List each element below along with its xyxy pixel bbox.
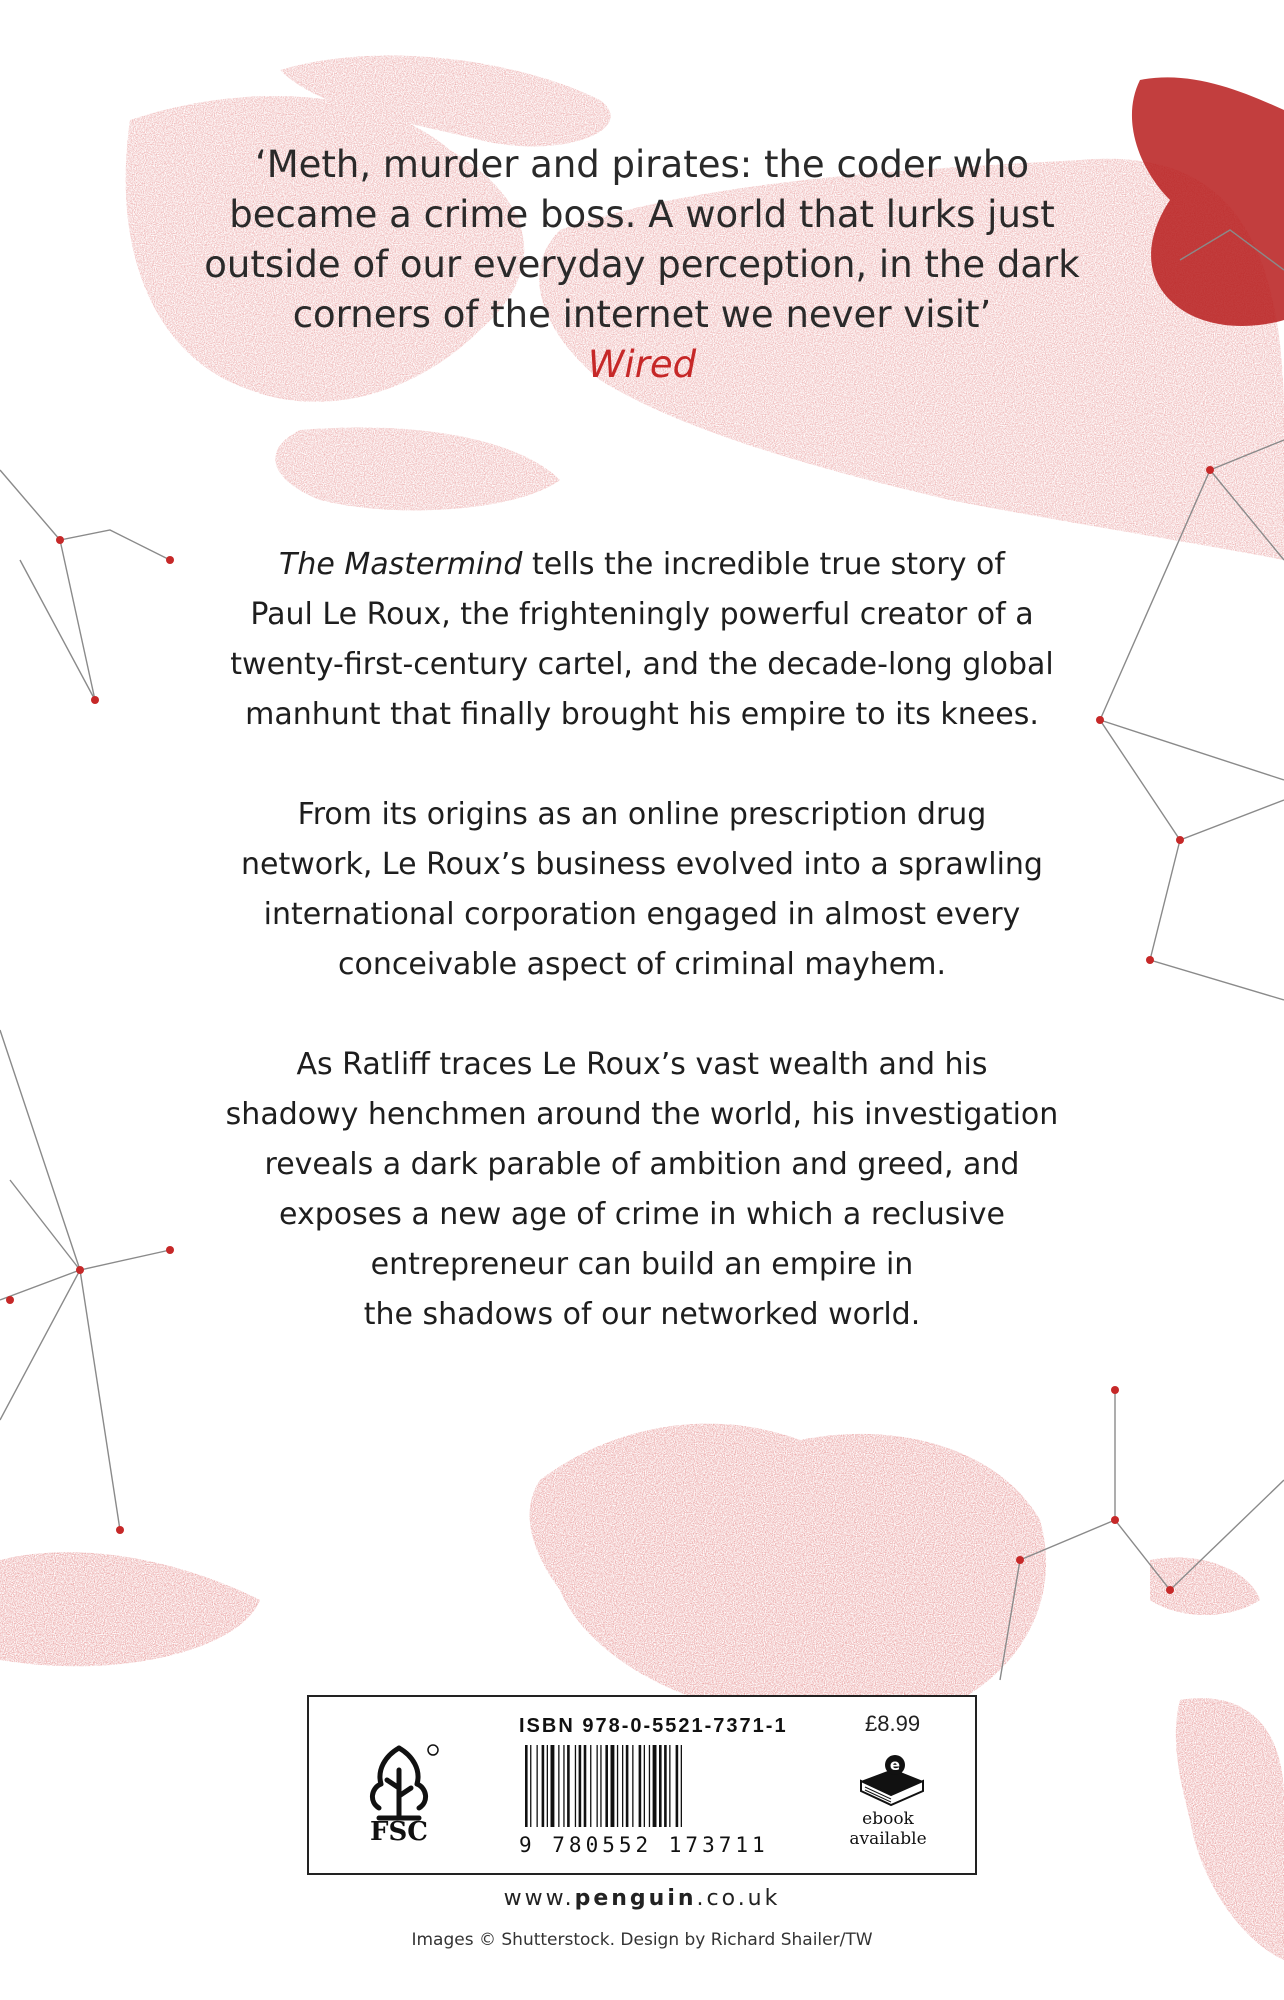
- blurb-line: the shadows of our networked world.: [363, 1297, 921, 1332]
- barcode-bar: [653, 1745, 657, 1827]
- blurb-line-text: tells the incredible true story of: [522, 547, 1005, 582]
- barcode-bar: [597, 1745, 598, 1827]
- barcode-bar: [605, 1745, 608, 1827]
- barcode-bar: [626, 1745, 629, 1827]
- fsc-label: FSC: [370, 1817, 428, 1847]
- barcode-bar: [530, 1745, 531, 1827]
- map-landmass-bottom: [0, 1424, 1284, 1960]
- quote-line: became a crime boss. A world that lurks just: [229, 193, 1055, 236]
- blurb-line: Paul Le Roux, the frighteningly powerful creator of a: [250, 597, 1034, 632]
- blurb-line: twenty-first-century cartel, and the decade-long global: [230, 647, 1054, 682]
- barcode-bar: [563, 1745, 564, 1827]
- barcode-bar: [567, 1745, 570, 1827]
- blurb-line: entrepreneur can build an empire in: [370, 1247, 914, 1282]
- barcode-bar: [579, 1745, 582, 1827]
- ebook-icon: [857, 1751, 927, 1811]
- quote-line: ‘Meth, murder and pirates: the coder who: [254, 143, 1030, 186]
- barcode-bar: [649, 1745, 650, 1827]
- barcode-bar: [681, 1745, 682, 1827]
- publisher-url: [0, 1886, 1284, 1911]
- barcode-bar: [676, 1745, 679, 1827]
- barcode-number: 9 780552 173711: [519, 1833, 769, 1857]
- blurb-paragraph-1: [150, 540, 1134, 740]
- quote-line: outside of our everyday perception, in the dark: [204, 243, 1080, 286]
- quote-line: corners of the internet we never visit’: [292, 293, 992, 336]
- barcode-bar: [584, 1745, 587, 1827]
- url-prefix: www.: [503, 1886, 575, 1911]
- barcode-box: [307, 1695, 977, 1875]
- barcode-bar: [659, 1745, 662, 1827]
- blurb-paragraph-3: [150, 1040, 1134, 1340]
- blurb-line: As Ratliff traces Le Roux’s vast wealth and his: [296, 1047, 988, 1082]
- review-quote: [150, 140, 1134, 390]
- blurb-paragraph-2: [150, 790, 1134, 990]
- blurb-line: reveals a dark parable of ambition and greed, and: [264, 1147, 1020, 1182]
- barcode-bar: [644, 1745, 645, 1827]
- barcode-bar: [551, 1745, 555, 1827]
- barcode-bar: [558, 1745, 559, 1827]
- blurb-line: network, Le Roux’s business evolved into a sprawling: [241, 847, 1043, 882]
- book-title: The Mastermind: [279, 547, 523, 582]
- barcode-bar: [617, 1745, 618, 1827]
- barcode-bar: [575, 1745, 576, 1827]
- blurb-line: From its origins as an online prescription drug: [297, 797, 987, 832]
- barcode-bar: [547, 1745, 548, 1827]
- blurb-line: manhunt that finally brought his empire to its knees.: [245, 697, 1039, 732]
- isbn-text: ISBN 978-0-5521-7371-1: [519, 1715, 788, 1737]
- barcode-bar: [669, 1745, 670, 1827]
- barcode-bar: [632, 1745, 633, 1827]
- barcode-bar: [611, 1745, 615, 1827]
- barcode-bars: [523, 1745, 763, 1827]
- barcode-bar: [525, 1745, 528, 1827]
- blurb-line: shadowy henchmen around the world, his investigation: [225, 1097, 1059, 1132]
- barcode-bar: [622, 1745, 623, 1827]
- barcode-bar: [542, 1745, 545, 1827]
- barcode-bar: [590, 1745, 591, 1827]
- ebook-label-line: ebook: [862, 1809, 914, 1829]
- ebook-available-label: [829, 1809, 947, 1849]
- barcode-bar: [664, 1745, 667, 1827]
- blurb-line: [150, 540, 1134, 590]
- barcode-bar: [600, 1745, 601, 1827]
- ebook-label-line: available: [849, 1829, 927, 1849]
- url-brand: penguin: [574, 1886, 697, 1911]
- blurb-line: international corporation engaged in almost every: [263, 897, 1021, 932]
- image-credit: Images © Shutterstock. Design by Richard Shailer/TW: [411, 1930, 873, 1950]
- url-suffix: .co.uk: [696, 1886, 781, 1911]
- barcode-bar: [537, 1745, 538, 1827]
- blurb-line: conceivable aspect of criminal mayhem.: [338, 947, 946, 982]
- quote-attribution: Wired: [587, 343, 697, 386]
- svg-text:e: e: [889, 1756, 901, 1774]
- blurb-line: exposes a new age of crime in which a reclusive: [279, 1197, 1005, 1232]
- price: £8.99: [865, 1711, 921, 1736]
- barcode-bar: [639, 1745, 642, 1827]
